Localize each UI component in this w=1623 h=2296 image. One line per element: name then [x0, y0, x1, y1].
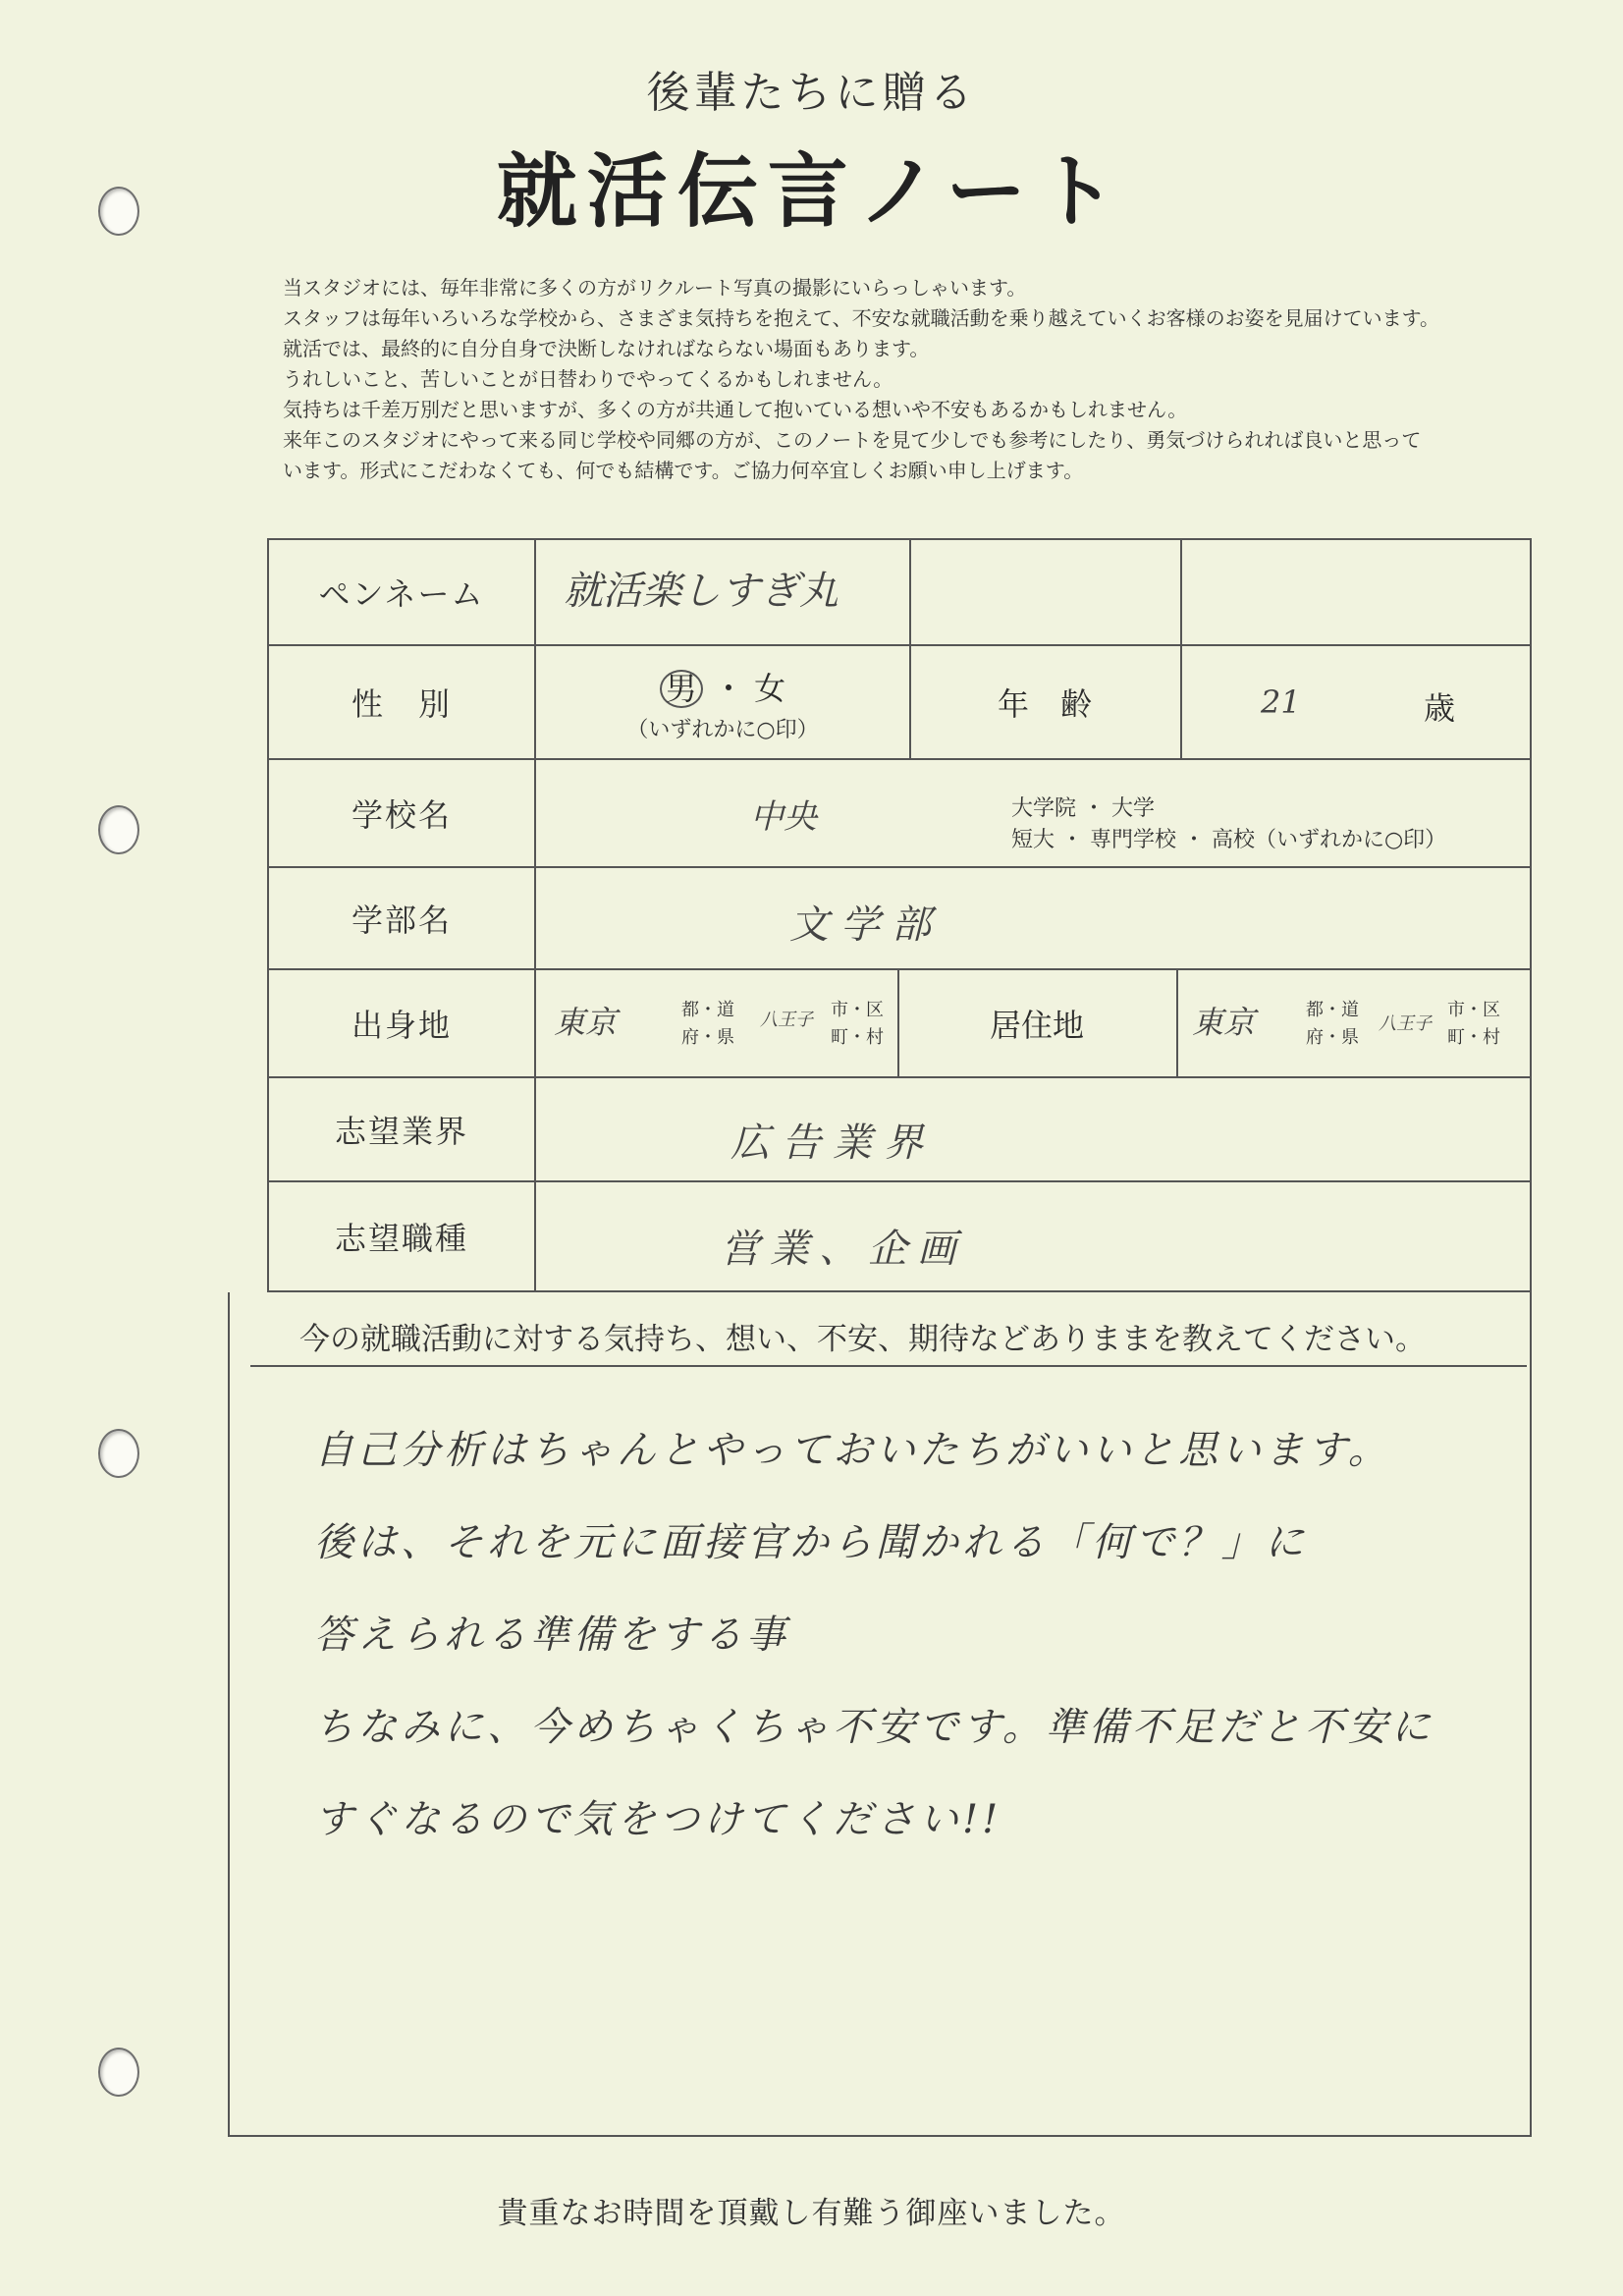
prompt-divider: [250, 1365, 1527, 1367]
intro-line: います。形式にこだわなくても、何でも結構です。ご協力何卒宜しくお願い申し上げます。: [283, 459, 1084, 482]
school-row: [269, 758, 1530, 866]
gender-note: （いずれかに○印）: [626, 718, 819, 742]
gender-options: [536, 646, 909, 758]
intro-line: 就活では、最終的に自分自身で決断しなければならない場面もあります。: [283, 337, 930, 360]
hometown-pref-suffix-bottom: 府・県: [681, 1027, 734, 1048]
residence-city: 八王子: [1379, 1013, 1432, 1034]
industry-row: [269, 1076, 1530, 1180]
message-line: ちなみに、今めちゃくちゃ不安です。準備不足だと不安に: [314, 1705, 1434, 1750]
divider: [1180, 646, 1182, 758]
job-label: 志望職種: [269, 1182, 536, 1290]
school-type-line2: 短大 ・ 専門学校 ・ 高校（いずれかに○印）: [1011, 828, 1447, 852]
gender-male: 男: [660, 670, 703, 708]
school-value: 中央: [750, 797, 817, 837]
residence-pref: 東京: [1192, 1004, 1256, 1041]
punch-hole: [98, 2048, 139, 2097]
intro-line: うれしいこと、苦しいことが日替わりでやってくるかもしれません。: [283, 367, 893, 391]
residence-label: 居住地: [989, 1007, 1084, 1044]
faculty-value: 文学部: [789, 902, 943, 948]
punch-hole: [98, 1429, 139, 1478]
pen-name-value: 就活楽しすぎ丸: [564, 569, 839, 614]
gender-age-row: [269, 644, 1530, 758]
divider: [1176, 970, 1178, 1076]
residence-pref-suffix-bottom: 府・県: [1306, 1027, 1359, 1048]
pen-name-label: ペンネーム: [269, 540, 536, 644]
gender-separator: ・: [712, 670, 744, 707]
hometown-city-suffix-top: 市・区: [831, 1000, 884, 1020]
age-value: 21: [1261, 683, 1301, 721]
job-value: 営業、企画: [721, 1227, 966, 1272]
intro-line: スタッフは毎年いろいろな学校から、さまざま気持ちを抱えて、不安な就職活動を乗り越えていくお客様のお姿を見届けています。: [283, 306, 1439, 330]
intro-line: 当スタジオには、毎年非常に多くの方がリクルート写真の撮影にいらっしゃいます。: [283, 276, 1027, 300]
industry-label: 志望業界: [269, 1078, 536, 1180]
intro-text: [283, 273, 1618, 486]
school-label: 学校名: [269, 760, 536, 866]
gender-female: 女: [754, 670, 786, 707]
industry-value: 広告業界: [730, 1121, 935, 1166]
residence-pref-suffix-top: 都・道: [1306, 1000, 1359, 1020]
page-title: 就活伝言ノート: [496, 145, 1127, 239]
profile-form: [267, 538, 1532, 1292]
hometown-pref-suffix-top: 都・道: [681, 1000, 734, 1020]
intro-line: 気持ちは千差万別だと思いますが、多くの方が共通して抱いている想いや不安もあるかもしれません。: [283, 398, 1188, 421]
message-line: 後は、それを元に面接官から聞かれる「何で？」に: [314, 1520, 1308, 1565]
intro-line: 来年このスタジオにやって来る同じ学校や同郷の方が、このノートを見て少しでも参考にしたり、勇気づけられれば良いと思って: [283, 428, 1422, 452]
gender-label: 性 別: [269, 646, 536, 758]
message-line: すぐなるので気をつけてください!!: [314, 1797, 1002, 1842]
residence-city-suffix-bottom: 町・村: [1447, 1027, 1500, 1048]
origin-row: [269, 968, 1530, 1076]
subtitle: 後輩たちに贈る: [646, 68, 977, 118]
school-type-line1: 大学院 ・ 大学: [1011, 796, 1155, 821]
divider: [1180, 540, 1182, 644]
faculty-label: 学部名: [269, 868, 536, 968]
footer-thanks: 貴重なお時間を頂戴し有難う御座いました。: [497, 2196, 1126, 2231]
divider: [909, 540, 911, 644]
hometown-city-suffix-bottom: 町・村: [831, 1027, 884, 1048]
pen-name-row: [269, 540, 1530, 644]
faculty-row: [269, 866, 1530, 968]
message-line: 答えられる準備をする事: [314, 1613, 789, 1658]
hometown-pref: 東京: [554, 1004, 618, 1041]
age-label: 年 齢: [997, 685, 1092, 723]
job-row: [269, 1180, 1530, 1290]
hometown-city: 八王子: [760, 1010, 813, 1030]
punch-hole: [98, 805, 139, 854]
residence-city-suffix-top: 市・区: [1447, 1000, 1500, 1020]
age-unit: 歳: [1424, 689, 1456, 727]
message-prompt: 今の就職活動に対する気持ち、想い、不安、期待などありままを教えてください。: [299, 1322, 1426, 1357]
hometown-label: 出身地: [269, 970, 536, 1076]
handwritten-message: [314, 1404, 1492, 1866]
message-line: 自己分析はちゃんとやっておいたちがいいと思います。: [314, 1428, 1391, 1473]
